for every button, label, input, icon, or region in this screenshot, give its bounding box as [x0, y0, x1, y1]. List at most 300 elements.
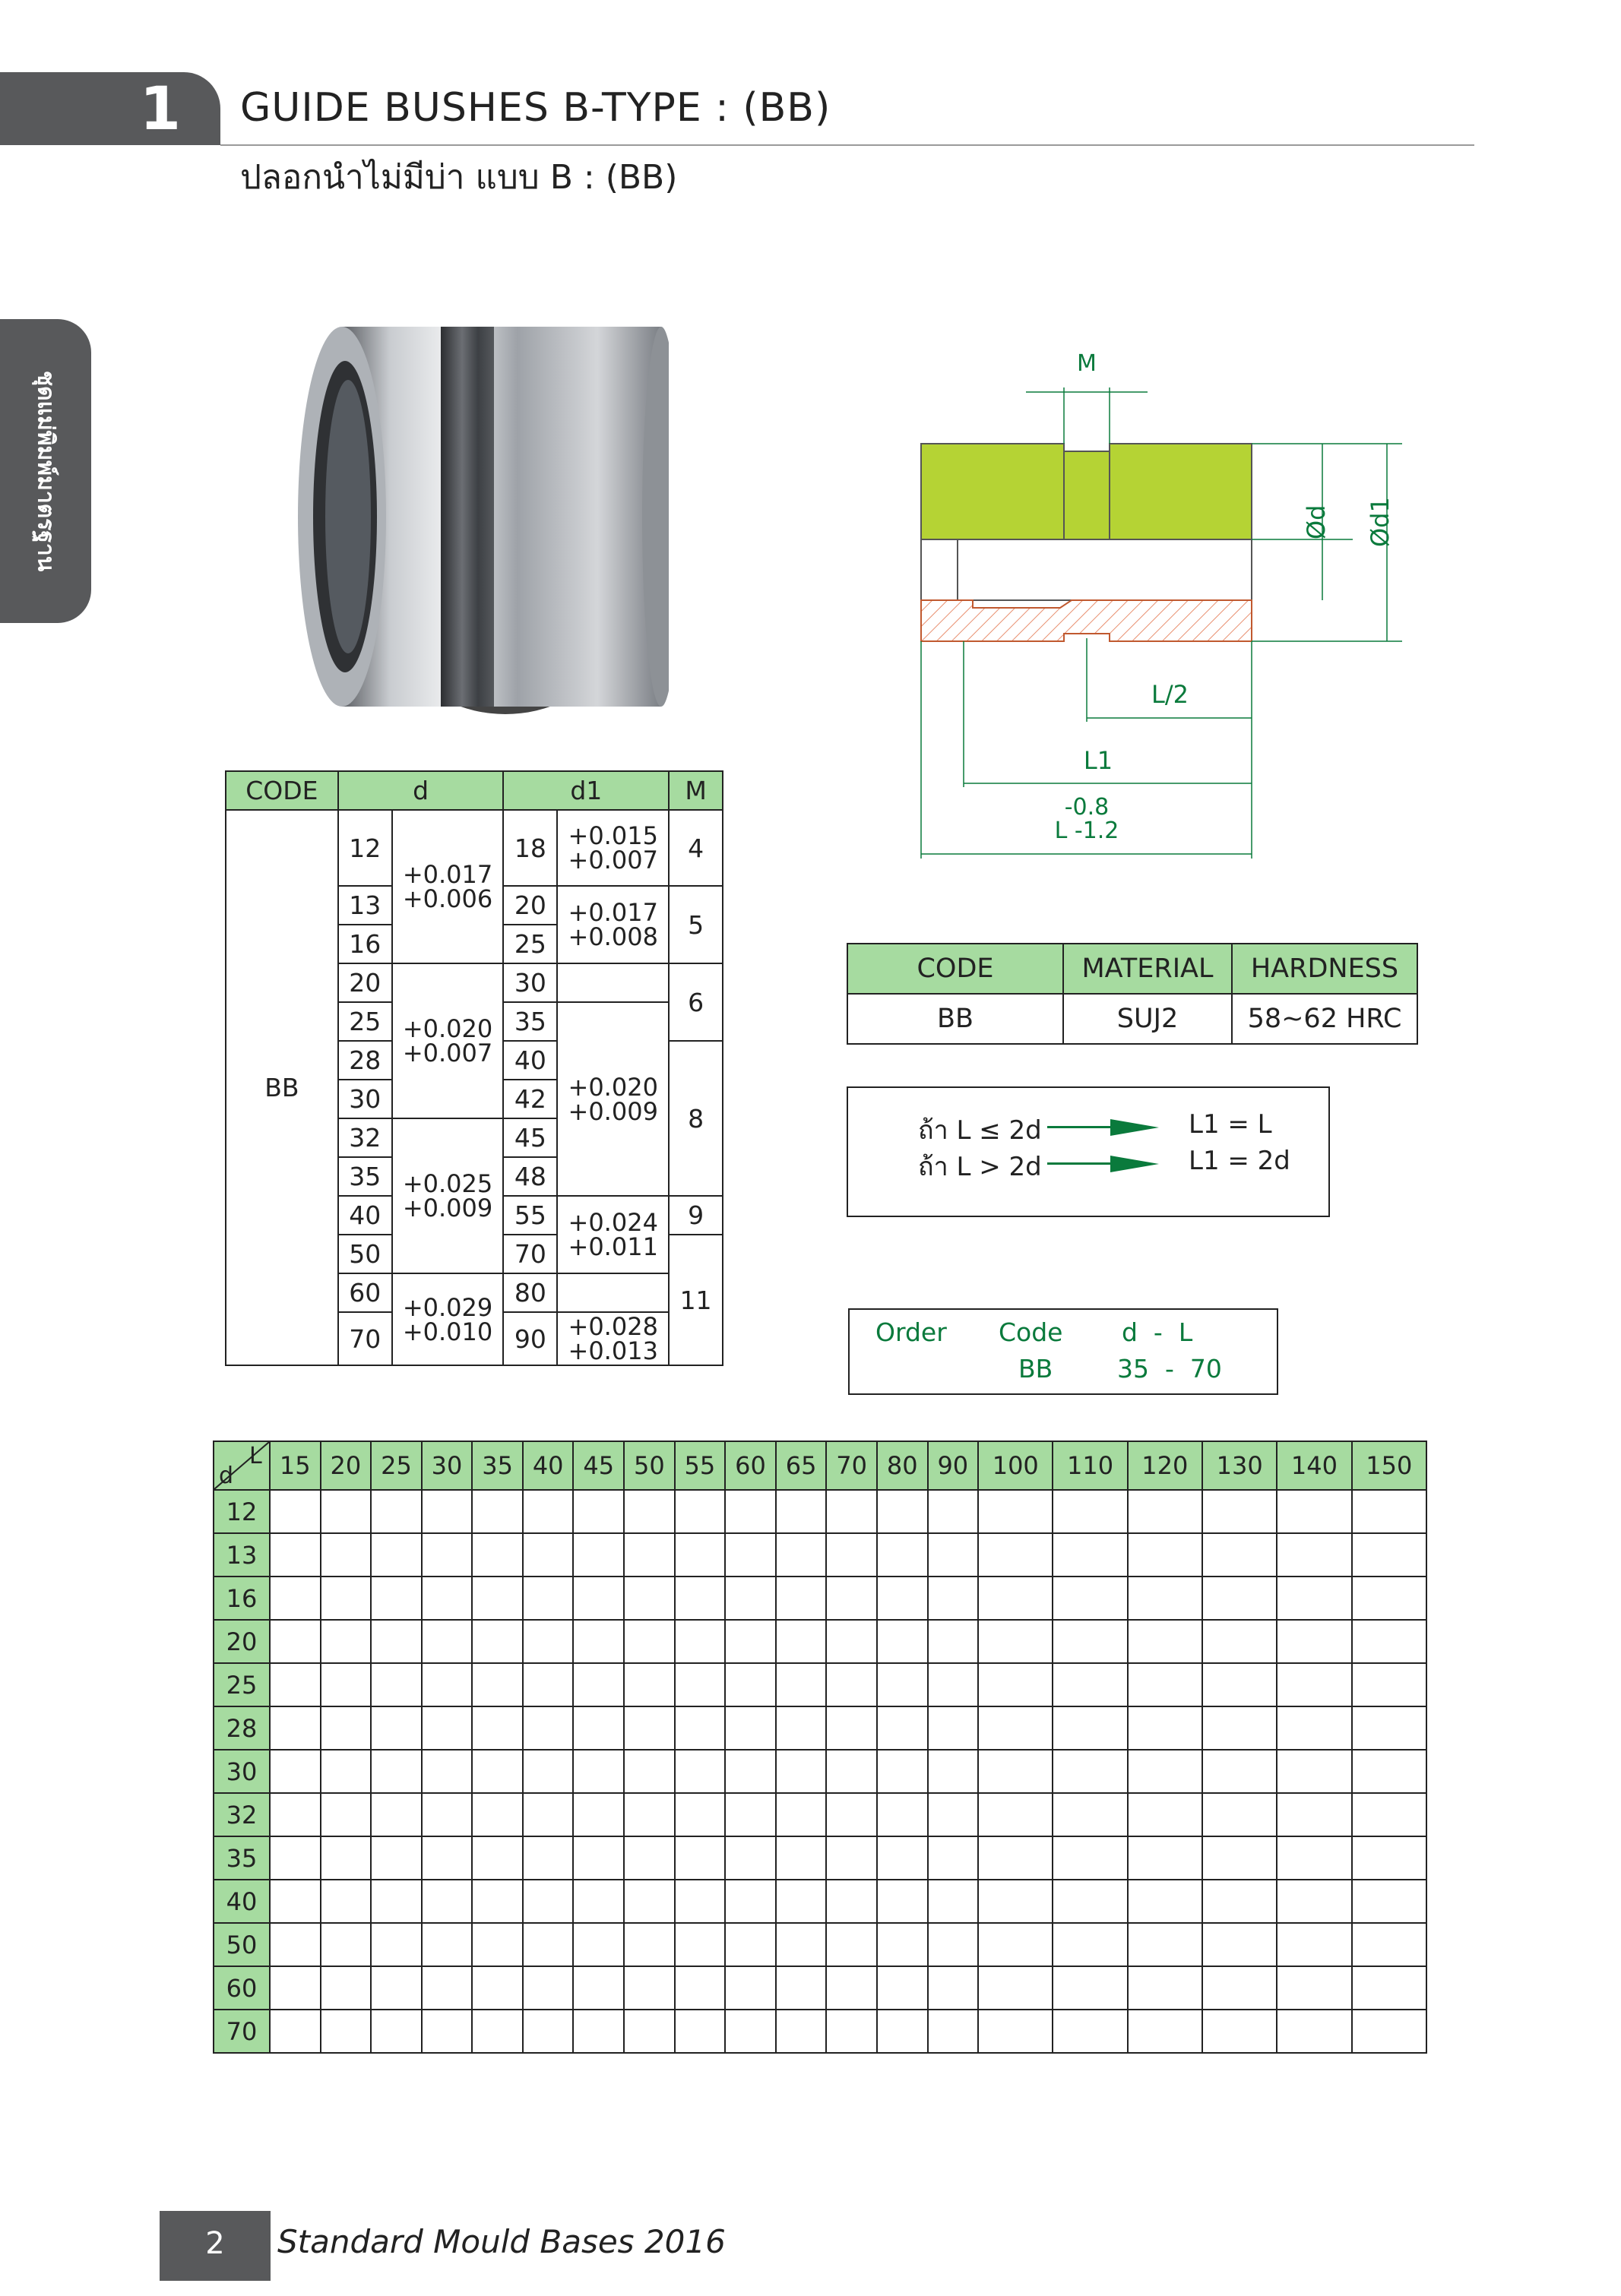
size-cell [877, 1533, 928, 1577]
size-cell [472, 1836, 523, 1880]
size-d-label: 16 [214, 1577, 270, 1620]
material-header-code: CODE [847, 944, 1063, 994]
spec-d1-tol: +0.028 +0.013 [557, 1312, 669, 1365]
size-cell [270, 1836, 321, 1880]
hardness-value: 58~62 HRC [1232, 994, 1417, 1044]
spec-d-cell: 25 [338, 1002, 392, 1041]
size-cell [1053, 1706, 1127, 1750]
size-cell [472, 1706, 523, 1750]
size-d-label: 35 [214, 1836, 270, 1880]
size-cell [826, 1663, 877, 1706]
size-cell [371, 1620, 422, 1663]
size-cell [472, 1663, 523, 1706]
size-cell [877, 1706, 928, 1750]
size-cell [877, 1663, 928, 1706]
size-cell [573, 1836, 624, 1880]
size-cell [624, 1663, 675, 1706]
size-cell [321, 2010, 372, 2053]
size-cell [978, 1663, 1053, 1706]
spec-m-cell: 8 [669, 1041, 723, 1196]
material-header-hardness: HARDNESS [1232, 944, 1417, 994]
size-row [214, 1836, 1426, 1880]
size-cell [928, 1533, 979, 1577]
size-cell [826, 1750, 877, 1793]
size-cell [1202, 1750, 1277, 1793]
size-cell [725, 1533, 776, 1577]
spec-header-d1: d1 [503, 771, 669, 810]
size-cell [725, 1620, 776, 1663]
size-cell [1053, 1923, 1127, 1966]
size-cell [1352, 1706, 1426, 1750]
size-row [214, 1966, 1426, 2010]
size-cell [371, 1577, 422, 1620]
size-cell [523, 1577, 574, 1620]
l1-rule-box [847, 1086, 1330, 1217]
size-cell [928, 1490, 979, 1533]
size-cell [270, 1793, 321, 1836]
size-cell [422, 1490, 473, 1533]
size-row [214, 1750, 1426, 1793]
spec-d1-cell: 48 [503, 1157, 557, 1196]
size-cell [978, 1966, 1053, 2010]
size-cell [523, 1793, 574, 1836]
spec-d1-cell: 45 [503, 1118, 557, 1157]
size-cell [1202, 1533, 1277, 1577]
size-cell [1277, 1620, 1351, 1663]
size-cell [624, 1577, 675, 1620]
size-l-header: 35 [472, 1441, 523, 1490]
size-cell [1277, 1490, 1351, 1533]
size-cell [1053, 1490, 1127, 1533]
size-cell [928, 1706, 979, 1750]
size-cell [776, 1706, 827, 1750]
size-cell [523, 1836, 574, 1880]
size-l-header: 20 [321, 1441, 372, 1490]
size-cell [1053, 1663, 1127, 1706]
size-cell [928, 1750, 979, 1793]
size-cell [573, 1923, 624, 1966]
size-cell [472, 1533, 523, 1577]
size-cell [422, 1880, 473, 1923]
size-cell [1202, 1836, 1277, 1880]
spec-d1-cell: 70 [503, 1235, 557, 1273]
size-cell [321, 1793, 372, 1836]
size-cell [725, 1577, 776, 1620]
size-row [214, 1880, 1426, 1923]
size-cell [472, 1923, 523, 1966]
size-cell [624, 1793, 675, 1836]
size-cell [1352, 1880, 1426, 1923]
side-category-tab [0, 319, 91, 623]
rule-2-condition: ถ้า L > 2d [918, 1152, 1042, 1182]
size-row [214, 1923, 1426, 1966]
spec-d-cell: 16 [338, 925, 392, 963]
size-cell [523, 1706, 574, 1750]
size-cell [371, 1490, 422, 1533]
size-cell [1202, 1620, 1277, 1663]
size-cell [1128, 1880, 1202, 1923]
size-cell [928, 1966, 979, 2010]
size-cell [270, 2010, 321, 2053]
title-divider [220, 144, 1474, 146]
size-cell [321, 1880, 372, 1923]
size-cell [371, 1663, 422, 1706]
size-cell [422, 1706, 473, 1750]
size-cell [826, 1533, 877, 1577]
size-cell [1202, 1490, 1277, 1533]
size-cell [675, 1880, 726, 1923]
size-cell [1277, 1836, 1351, 1880]
size-cell [523, 1620, 574, 1663]
dim-d1-label: Ød1 [1366, 497, 1395, 547]
dim-l1-label: L1 [1083, 746, 1113, 775]
size-cell [978, 1750, 1053, 1793]
size-l-header: 45 [573, 1441, 624, 1490]
size-cell [321, 1966, 372, 2010]
size-cell [725, 1750, 776, 1793]
size-d-label: 60 [214, 1966, 270, 2010]
size-cell [1053, 1966, 1127, 2010]
size-cell [573, 1880, 624, 1923]
size-cell [675, 1750, 726, 1793]
spec-d1-tol-empty [557, 1273, 669, 1312]
size-cell [826, 1706, 877, 1750]
size-row [214, 1577, 1426, 1620]
size-l-header: 55 [675, 1441, 726, 1490]
size-cell [624, 1620, 675, 1663]
size-cell [1128, 1923, 1202, 1966]
size-cell [321, 1923, 372, 1966]
size-cell [776, 1880, 827, 1923]
size-cell [826, 1880, 877, 1923]
spec-d-cell: 35 [338, 1157, 392, 1196]
size-cell [371, 1750, 422, 1793]
size-cell [321, 1836, 372, 1880]
size-cell [1352, 1793, 1426, 1836]
size-cell [826, 2010, 877, 2053]
size-cell [826, 1793, 877, 1836]
size-cell [978, 1836, 1053, 1880]
size-cell [1352, 1577, 1426, 1620]
size-cell [877, 2010, 928, 2053]
size-row [214, 1706, 1426, 1750]
size-d-label: 13 [214, 1533, 270, 1577]
size-cell [1202, 1706, 1277, 1750]
rule-1-condition: ถ้า L ≤ 2d [918, 1115, 1042, 1146]
size-l-header: 50 [624, 1441, 675, 1490]
spec-d-cell: 30 [338, 1080, 392, 1118]
spec-d-cell: 70 [338, 1312, 392, 1365]
spec-d1-cell: 42 [503, 1080, 557, 1118]
page-number-box [160, 2211, 271, 2281]
size-cell [1128, 1836, 1202, 1880]
size-cell [675, 1706, 726, 1750]
size-cell [321, 1663, 372, 1706]
size-cell [1128, 1533, 1202, 1577]
dim-l-tol-bottom: L -1.2 [1054, 818, 1119, 844]
size-cell [1202, 1880, 1277, 1923]
size-cell [1202, 1923, 1277, 1966]
size-cell [371, 1966, 422, 2010]
size-cell [270, 1966, 321, 2010]
spec-d1-cell: 90 [503, 1312, 557, 1365]
size-cell [1053, 1836, 1127, 1880]
size-cell [1352, 1923, 1426, 1966]
material-header-material: MATERIAL [1063, 944, 1232, 994]
size-row [214, 1620, 1426, 1663]
size-cell [826, 1577, 877, 1620]
size-d-label: 25 [214, 1663, 270, 1706]
size-cell [1352, 1620, 1426, 1663]
size-cell [371, 1923, 422, 1966]
size-cell [371, 1793, 422, 1836]
dim-l-tol-top: -0.8 [1064, 794, 1110, 821]
size-cell [472, 1577, 523, 1620]
size-cell [978, 2010, 1053, 2053]
spec-d-cell: 13 [338, 886, 392, 925]
size-cell [1128, 1793, 1202, 1836]
size-cell [877, 1966, 928, 2010]
size-cell [573, 1533, 624, 1577]
page-title: GUIDE BUSHES B-TYPE : (BB) [240, 85, 831, 131]
size-cell [1277, 1577, 1351, 1620]
size-cell [978, 1880, 1053, 1923]
size-cell [270, 1620, 321, 1663]
size-cell [523, 1490, 574, 1533]
size-cell [523, 1880, 574, 1923]
size-cell [624, 1490, 675, 1533]
size-l-header: 40 [523, 1441, 574, 1490]
size-cell [675, 1490, 726, 1533]
spec-d-tol: +0.029 +0.010 [392, 1273, 504, 1365]
size-cell [1128, 1490, 1202, 1533]
size-cell [321, 1533, 372, 1577]
size-cell [826, 1836, 877, 1880]
spec-d-tol: +0.020 +0.007 [392, 963, 504, 1118]
spec-d1-cell: 80 [503, 1273, 557, 1312]
size-cell [928, 2010, 979, 2053]
size-cell [1277, 1706, 1351, 1750]
size-corner-cell [214, 1441, 270, 1490]
size-cell [1277, 1793, 1351, 1836]
page-number: 2 [205, 2226, 225, 2261]
material-code: BB [847, 994, 1063, 1044]
size-cell [1053, 1750, 1127, 1793]
size-cell [776, 2010, 827, 2053]
size-cell [725, 1490, 776, 1533]
side-tab-label: ชุดแม่พิมพ์มาตรฐาน [32, 370, 59, 572]
size-cell [270, 1533, 321, 1577]
size-cell [270, 1706, 321, 1750]
size-cell [928, 1880, 979, 1923]
size-cell [422, 1533, 473, 1577]
size-cell [928, 1923, 979, 1966]
size-cell [1053, 1533, 1127, 1577]
size-l-header: 110 [1053, 1441, 1127, 1490]
size-row [214, 1533, 1426, 1577]
size-cell [270, 1577, 321, 1620]
spec-d1-cell: 25 [503, 925, 557, 963]
spec-header-d: d [338, 771, 504, 810]
material-table [847, 943, 1418, 1045]
spec-m-cell: 4 [669, 810, 723, 886]
size-cell [1202, 1577, 1277, 1620]
size-cell [1277, 1880, 1351, 1923]
size-l-header: 70 [826, 1441, 877, 1490]
size-cell [270, 1923, 321, 1966]
order-code-value: BB [1018, 1354, 1053, 1384]
size-cell [1202, 1966, 1277, 2010]
size-cell [422, 1577, 473, 1620]
size-cell [472, 1793, 523, 1836]
spec-d-cell: 60 [338, 1273, 392, 1312]
size-cell [675, 1966, 726, 2010]
size-cell [1352, 2010, 1426, 2053]
size-cell [675, 2010, 726, 2053]
size-d-label: 12 [214, 1490, 270, 1533]
size-cell [573, 1620, 624, 1663]
spec-d1-cell: 55 [503, 1196, 557, 1235]
size-cell [422, 1793, 473, 1836]
spec-header-row [226, 771, 723, 810]
size-cell [573, 2010, 624, 2053]
page-subtitle: ปลอกนำไม่มีบ่า แบบ B : (BB) [240, 158, 678, 197]
size-l-header: 25 [371, 1441, 422, 1490]
size-cell [1352, 1836, 1426, 1880]
size-cell [675, 1923, 726, 1966]
size-cell [1053, 1620, 1127, 1663]
size-cell [270, 1663, 321, 1706]
section-number: 1 [139, 75, 181, 144]
corner-d-label: d [219, 1463, 234, 1489]
order-code-label: Code [999, 1317, 1063, 1347]
size-cell [978, 1706, 1053, 1750]
size-cell [472, 2010, 523, 2053]
size-cell [523, 1663, 574, 1706]
size-cell [776, 1966, 827, 2010]
size-cell [1053, 1880, 1127, 1923]
size-cell [978, 1533, 1053, 1577]
size-cell [523, 1750, 574, 1793]
size-row [214, 1793, 1426, 1836]
size-l-header: 15 [270, 1441, 321, 1490]
size-cell [624, 1750, 675, 1793]
size-cell [928, 1793, 979, 1836]
size-d-label: 40 [214, 1880, 270, 1923]
size-cell [422, 1923, 473, 1966]
size-cell [624, 1923, 675, 1966]
section-number-tab [0, 72, 220, 145]
size-cell [371, 2010, 422, 2053]
size-cell [725, 1880, 776, 1923]
product-photo [296, 319, 669, 722]
size-l-header: 120 [1128, 1441, 1202, 1490]
size-cell [1352, 1490, 1426, 1533]
spec-d1-cell: 20 [503, 886, 557, 925]
size-cell [978, 1577, 1053, 1620]
size-cell [675, 1577, 726, 1620]
size-cell [1352, 1663, 1426, 1706]
size-cell [877, 1880, 928, 1923]
size-cell [573, 1966, 624, 2010]
size-cell [776, 1490, 827, 1533]
size-cell [675, 1533, 726, 1577]
spec-d1-cell: 30 [503, 963, 557, 1002]
size-cell [371, 1706, 422, 1750]
size-cell [877, 1836, 928, 1880]
spec-m-cell: 6 [669, 963, 723, 1041]
size-cell [725, 2010, 776, 2053]
corner-diagonal [214, 1442, 269, 1489]
size-l-header: 90 [928, 1441, 979, 1490]
size-d-label: 32 [214, 1793, 270, 1836]
size-l-header: 140 [1277, 1441, 1351, 1490]
size-cell [675, 1620, 726, 1663]
rule-2-result: L1 = 2d [1189, 1146, 1290, 1176]
spec-d1-tol-empty [557, 963, 669, 1002]
size-cell [826, 1966, 877, 2010]
size-cell [1128, 1663, 1202, 1706]
size-cell [1053, 1577, 1127, 1620]
size-cell [472, 1880, 523, 1923]
size-cell [675, 1836, 726, 1880]
spec-d-tol: +0.017 +0.006 [392, 810, 504, 963]
size-l-header: 130 [1202, 1441, 1277, 1490]
size-cell [776, 1533, 827, 1577]
size-cell [1352, 1966, 1426, 2010]
size-cell [270, 1750, 321, 1793]
size-d-label: 70 [214, 2010, 270, 2053]
material-value: SUJ2 [1063, 994, 1232, 1044]
size-cell [1128, 2010, 1202, 2053]
size-cell [321, 1706, 372, 1750]
size-cell [1277, 1663, 1351, 1706]
size-cell [928, 1620, 979, 1663]
spec-m-cell: 5 [669, 886, 723, 963]
size-cell [877, 1793, 928, 1836]
size-cell [371, 1836, 422, 1880]
size-cell [776, 1923, 827, 1966]
spec-d-cell: 20 [338, 963, 392, 1002]
size-cell [877, 1750, 928, 1793]
size-cell [1128, 1706, 1202, 1750]
size-cell [826, 1620, 877, 1663]
spec-d-cell: 50 [338, 1235, 392, 1273]
size-cell [624, 1836, 675, 1880]
spec-d-cell: 40 [338, 1196, 392, 1235]
size-cell [472, 1750, 523, 1793]
order-dl-value: 35 - 70 [1117, 1354, 1222, 1384]
size-cell [928, 1663, 979, 1706]
size-cell [573, 1490, 624, 1533]
order-label: Order [875, 1317, 947, 1347]
size-cell [826, 1923, 877, 1966]
size-cell [725, 1663, 776, 1706]
spec-d1-tol: +0.015 +0.007 [557, 810, 669, 886]
size-cell [1277, 1533, 1351, 1577]
size-cell [523, 1923, 574, 1966]
size-cell [321, 1577, 372, 1620]
dim-m-label: M [1077, 350, 1097, 377]
spec-d1-cell: 35 [503, 1002, 557, 1041]
size-cell [422, 1966, 473, 2010]
spec-d-cell: 32 [338, 1118, 392, 1157]
size-cell [472, 1966, 523, 2010]
size-cell [472, 1490, 523, 1533]
size-cell [624, 1966, 675, 2010]
size-cell [1352, 1533, 1426, 1577]
size-cell [978, 1923, 1053, 1966]
